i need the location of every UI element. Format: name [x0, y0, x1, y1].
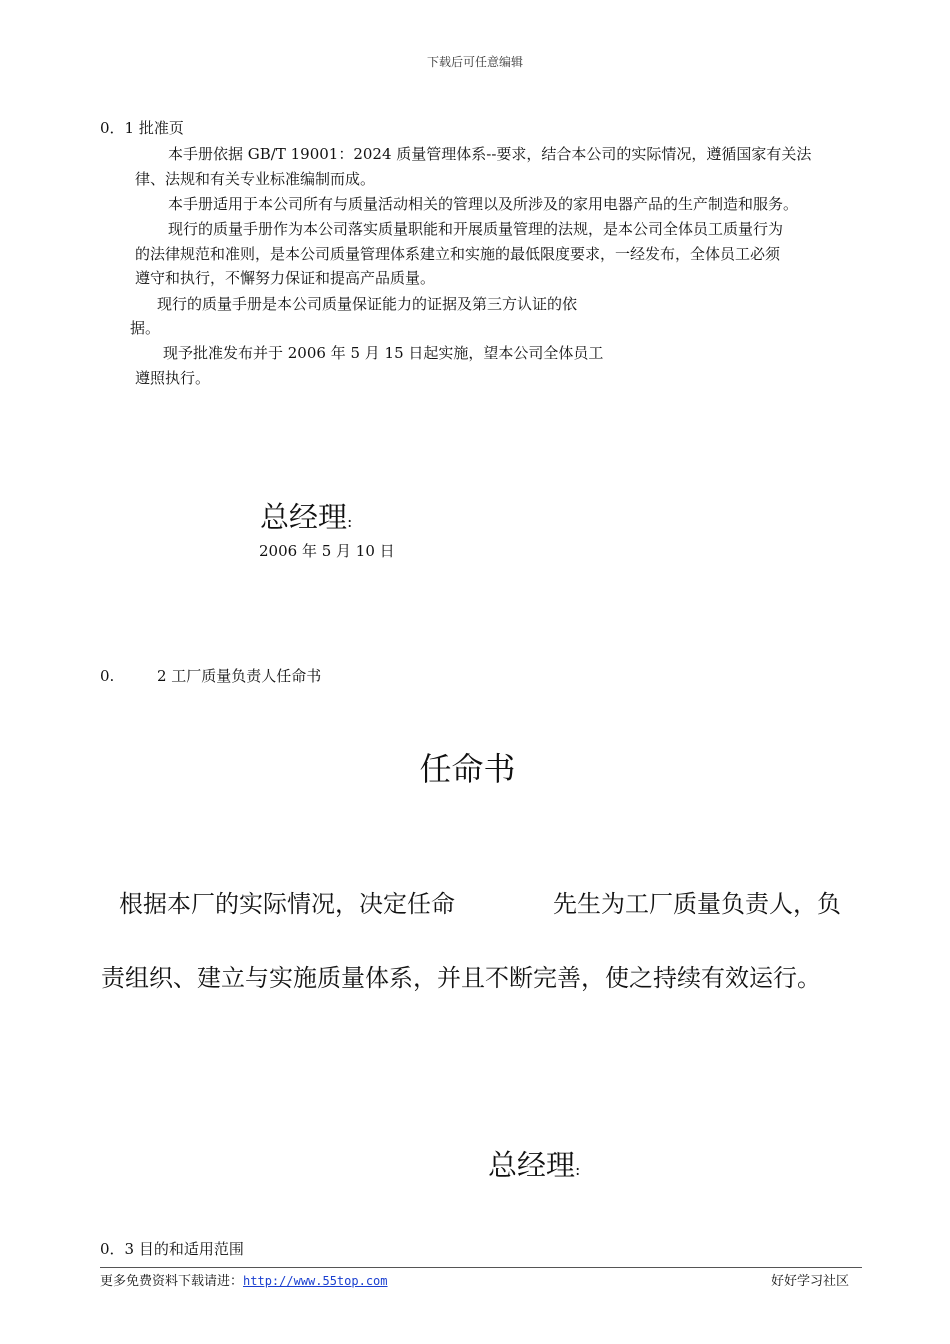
paragraph-line: 现行的质量手册作为本公司落实质量职能和开展质量管理的法规，是本公司全体员工质量行为: [168, 220, 784, 238]
footer-prefix: 更多免费资料下载请进：: [100, 1274, 244, 1289]
signature-colon: :: [347, 512, 353, 531]
paragraph-line: 遵照执行。: [135, 369, 211, 387]
signature-title: 总经理: [260, 500, 348, 534]
paragraph-line: 本手册依据 GB/T 19001：2024 质量管理体系--要求，结合本公司的实际情况，遵循国家有关法: [168, 145, 812, 163]
signature-colon: :: [575, 1160, 581, 1179]
section-number: 0.: [100, 667, 115, 685]
appointment-text-part1: 根据本厂的实际情况，决定任命: [119, 890, 455, 918]
appointment-signature: [488, 1143, 580, 1184]
paragraph-line: 律、法规和有关专业标准编制而成。: [135, 170, 376, 188]
paragraph-line: 本手册适用于本公司所有与质量活动相关的管理以及所涉及的家用电器产品的生产制造和服务。: [168, 195, 799, 213]
paragraph-line: 的法律规范和准则，是本公司质量管理体系建立和实施的最低限度要求，一经发布，全体员工必须: [135, 245, 781, 263]
section-heading-scope: 0．3 目的和适用范围: [100, 1240, 244, 1258]
appointment-text-part2: 先生为工厂质量负责人，负: [553, 890, 841, 918]
appointment-text-line2: 责组织、建立与实施质量体系，并且不断完善，使之持续有效运行。: [101, 964, 821, 992]
page-header: 下载后可任意编辑: [426, 55, 523, 69]
footer-right: 好好学习社区: [771, 1274, 850, 1289]
footer-left: [100, 1270, 388, 1289]
appointment-title: 任命书: [419, 750, 516, 788]
approval-date: 2006 年 5 月 10 日: [259, 542, 395, 560]
paragraph-line: 现予批准发布并于 2006 年 5 月 15 日起实施，望本公司全体员工: [163, 344, 604, 362]
paragraph-line: 遵守和执行，不懈努力保证和提高产品质量。: [135, 269, 436, 287]
section-heading-appointment: 2 工厂质量负责人任命书: [157, 667, 322, 685]
paragraph-line: 现行的质量手册是本公司质量保证能力的证据及第三方认证的依: [157, 295, 578, 313]
signature-title: 总经理: [488, 1148, 576, 1182]
signature-general-manager: [260, 495, 352, 536]
paragraph-line: 据。: [130, 319, 161, 337]
section-heading-approval: 0．1 批准页: [100, 119, 184, 137]
footer-link[interactable]: http://www.55top.com: [243, 1274, 388, 1288]
footer-divider: [100, 1267, 862, 1268]
